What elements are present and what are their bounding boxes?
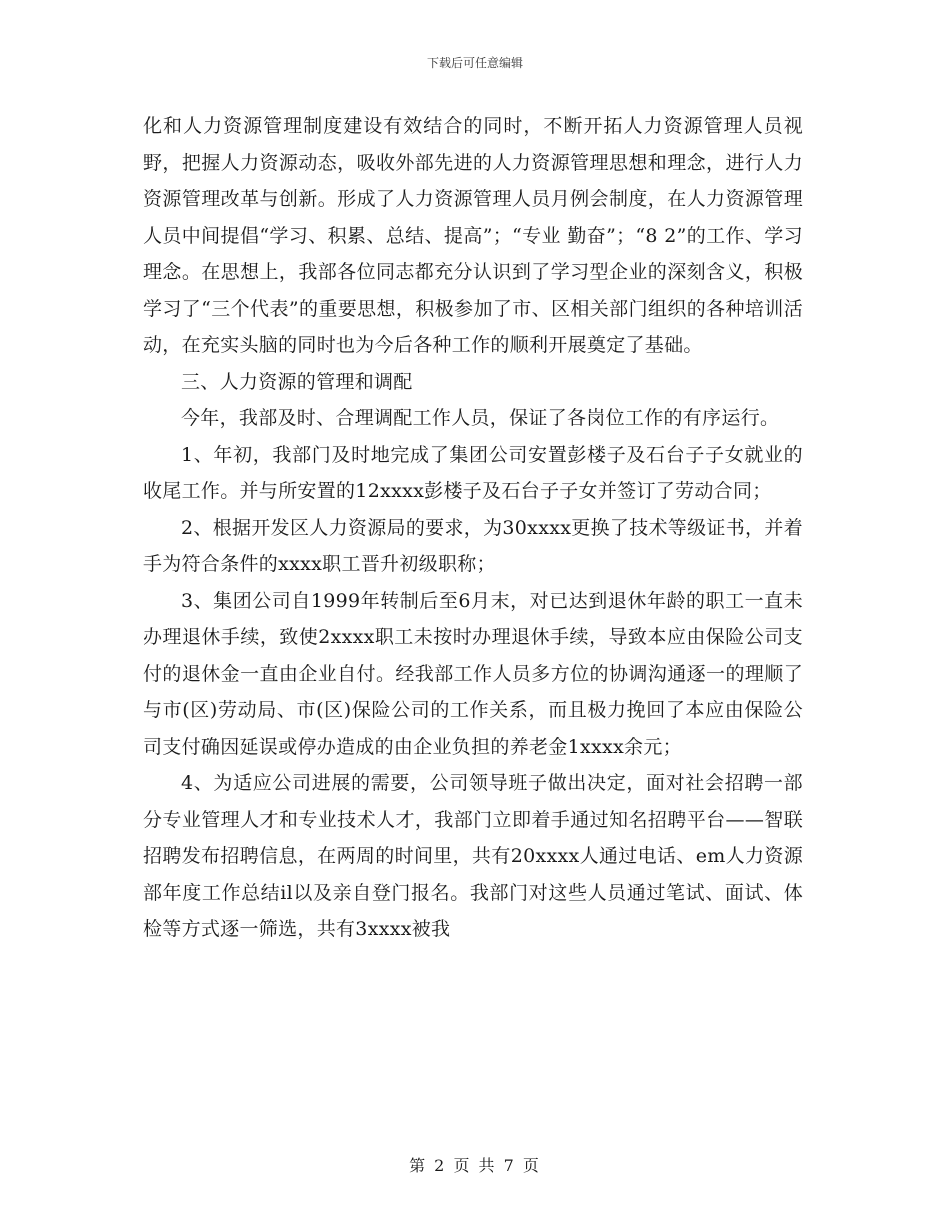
paragraph-intro: 今年，我部及时、合理调配工作人员，保证了各岗位工作的有序运行。 bbox=[181, 407, 780, 429]
page-header-note: 下载后可任意编辑 bbox=[426, 56, 523, 70]
list-item-2: 2、根据开发区人力资源局的要求，为30xxxx更换了技术等级证书，并着手为符合条件的xxxx职工晋升初级职称； bbox=[143, 516, 803, 575]
page-number: 第 2 页 共 7 页 bbox=[409, 1156, 541, 1175]
document-body bbox=[143, 108, 803, 948]
list-item-3: 3、集团公司自1999年转制后至6月末，对已达到退休年龄的职工一直未办理退休手续，致使2xxxx职工未按时办理退休手续，导致本应由保险公司支付的退休金一直由企业自付。经我部工作人员多方位的协调沟通逐一的理顺了与市(区)劳动局、市(区)保险公司的工作关系，而且极力挽回了本应由保险公司支付确因延误或停办造成的由企业负担的养老金1xxxx余元； bbox=[143, 589, 803, 758]
list-item-1: 1、年初，我部门及时地完成了集团公司安置彭楼子及石台子子女就业的收尾工作。并与所安置的12xxxx彭楼子及石台子子女并签订了劳动合同； bbox=[143, 443, 803, 502]
paragraph-continuation: 化和人力资源管理制度建设有效结合的同时，不断开拓人力资源管理人员视野，把握人力资源动态，吸收外部先进的人力资源管理思想和理念，进行人力资源管理改革与创新。形成了人力资源管理人员月例会制度，在人力资源管理人员中间提倡“学习、积累、总结、提高”；“专业 勤奋”；“8 2”的工作、学习理念。在思想上，我部各位同志都充分认识到了学习型企业的深刻含义，积极学习了“三个代表”的重要思想，积极参加了市、区相关部门组织的各种培训活动，在充实头脑的同时也为今后各种工作的顺利开展奠定了基础。 bbox=[143, 115, 803, 356]
section-heading: 三、人力资源的管理和调配 bbox=[181, 370, 413, 393]
list-item-4: 4、为适应公司进展的需要，公司领导班子做出决定，面对社会招聘一部分专业管理人才和专业技术人才，我部门立即着手通过知名招聘平台——智联招聘发布招聘信息，在两周的时间里，共有20xxxx人通过电话、em人力资源部年度工作总结il以及亲自登门报名。我部门对这些人员通过笔试、面试、体检等方式逐一筛选，共有3xxxx被我 bbox=[143, 772, 803, 940]
